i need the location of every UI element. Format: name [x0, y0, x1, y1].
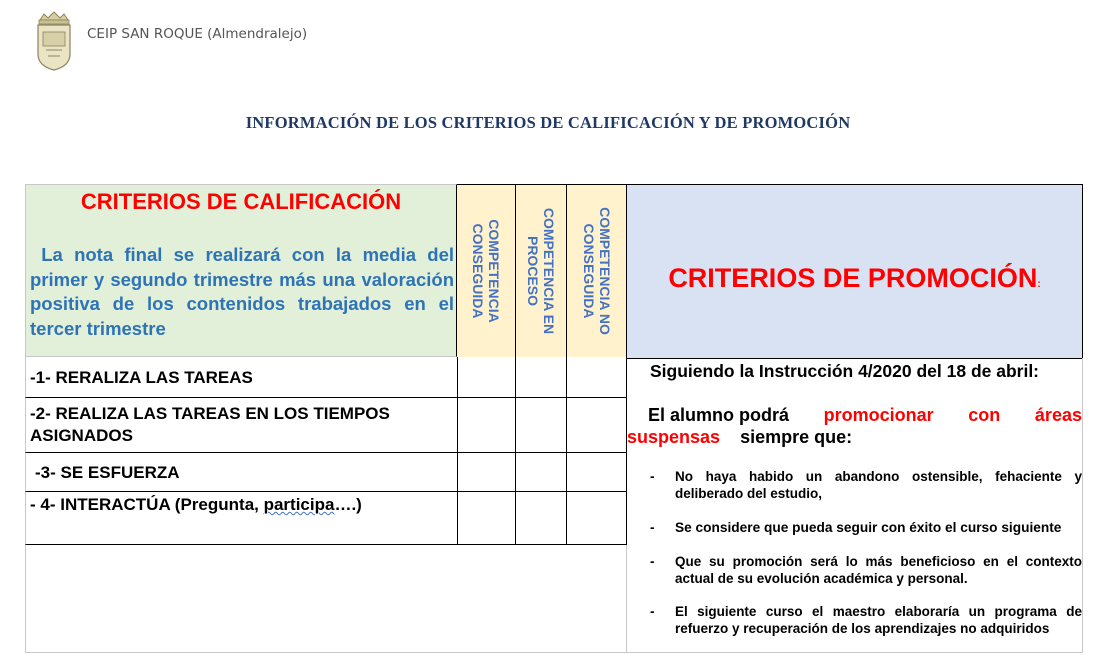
grid-cell[interactable]	[516, 398, 567, 453]
promocion-header-cell	[626, 184, 1083, 359]
calificacion-header-cell	[25, 184, 457, 357]
competencia-conseguida-header	[457, 184, 516, 357]
grid-cell[interactable]	[457, 357, 516, 398]
competencia-proceso-line1: COMPETENCIA EN	[541, 207, 557, 335]
school-name: CEIP SAN ROQUE (Almendralejo)	[87, 26, 308, 42]
criterio-row-1	[25, 357, 457, 398]
grid-cell[interactable]	[567, 398, 627, 453]
criterio-4-label: - 4- INTERACTÚA (Pregunta, participa….)	[30, 495, 362, 514]
grid-cell[interactable]	[457, 453, 516, 492]
competencia-no-conseguida-line1: COMPETENCIA NO	[596, 207, 613, 335]
empty-area	[25, 545, 627, 653]
competencia-proceso-line2: PROCESO	[525, 235, 541, 306]
calificacion-heading: CRITERIOS DE CALIFICACIÓN	[80, 189, 402, 214]
criterio-3-label: -3- SE ESFUERZA	[35, 463, 180, 482]
criterio-row-4	[25, 492, 457, 545]
grid-cell[interactable]	[567, 357, 627, 398]
grid-cell[interactable]	[516, 453, 567, 492]
competencia-no-conseguida-line2: CONSEGUIDA	[580, 223, 597, 319]
grid-cell[interactable]	[567, 453, 627, 492]
grid-cell[interactable]	[457, 492, 516, 545]
competencia-conseguida-line1: COMPETENCIA	[486, 219, 502, 323]
competencia-proceso-header	[516, 184, 567, 357]
promocion-heading: CRITERIOS DE PROMOCIÓN:	[668, 263, 1041, 293]
promocion-intro: El alumno podrá promocionar con áreas suspensas siempre que:	[627, 405, 1082, 447]
grid-cell[interactable]	[516, 492, 567, 545]
calificacion-text: La nota final se realizará con la media del primer y segundo trimestre más una valoración positiva de los contenidos trabajados en el tercer trimestre	[30, 244, 455, 339]
criterio-1-label: -1- RERALIZA LAS TAREAS	[30, 368, 253, 387]
criterio-row-2	[25, 398, 457, 453]
criterio-2-label: -2- REALIZA LAS TAREAS EN LOS TIEMPOS ASIGNADOS	[30, 404, 390, 445]
promocion-bullet-4: - El siguiente curso el maestro elaboraría un programa de refuerzo y recuperación de los aprendizajes no adquiridos	[650, 604, 1082, 636]
promocion-bullet-1: - No haya habido un abandono ostensible, fehaciente y deliberado del estudio,	[650, 469, 1082, 501]
coat-of-arms-icon	[34, 10, 74, 72]
grid-cell[interactable]	[567, 492, 627, 545]
grid-cell[interactable]	[516, 357, 567, 398]
instruccion-text: Siguiendo la Instrucción 4/2020 del 18 de abril:	[650, 361, 1040, 381]
grid-cell[interactable]	[457, 398, 516, 453]
promocion-bullet-2: - Se considere que pueda seguir con éxito el curso siguiente	[650, 520, 1062, 535]
criterio-row-3	[25, 453, 457, 492]
competencia-conseguida-line2: CONSEGUIDA	[470, 223, 486, 319]
competencia-no-conseguida-header	[567, 184, 627, 357]
promocion-bullet-3: - Que su promoción será lo más beneficioso en el contexto actual de su evolución académica y personal.	[650, 554, 1082, 586]
document-title: INFORMACIÓN DE LOS CRITERIOS DE CALIFICACIÓN Y DE PROMOCIÓN	[245, 113, 851, 132]
